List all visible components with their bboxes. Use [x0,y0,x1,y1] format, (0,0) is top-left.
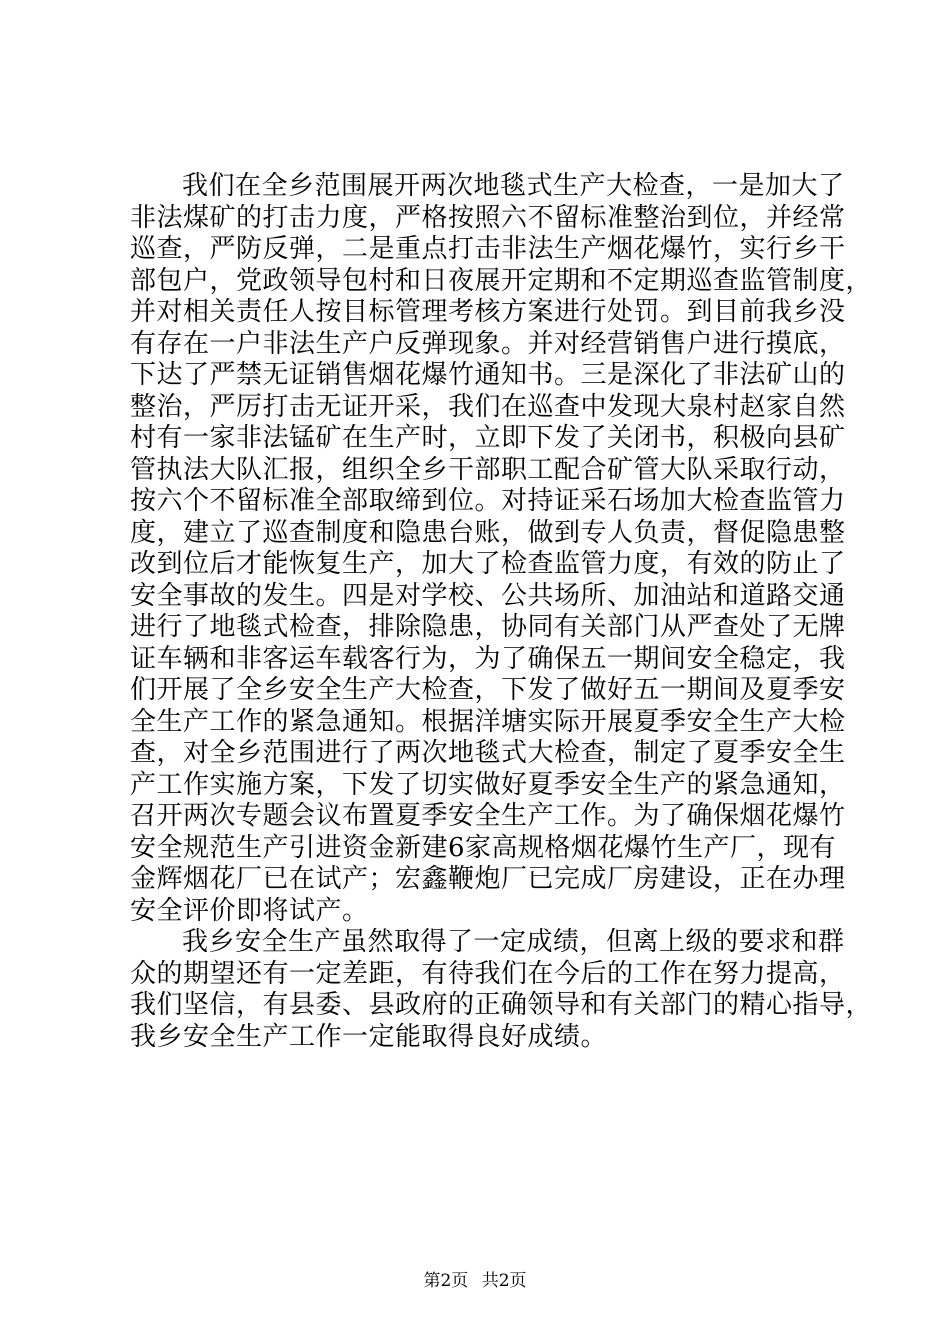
text-line: 证车辆和非客运车载客行为，为了确保五一期间安全稳定，我 [130,643,846,674]
text-line: 部包户，党政领导包村和日夜展开定期和不定期巡查监管制度， [130,265,873,296]
text-line: 安全评价即将试产。 [130,895,369,926]
page-number-current: 第2页 [423,1271,469,1291]
text-line: 金辉烟花厂已在试产；宏鑫鞭炮厂已完成厂房建设，正在办理 [130,864,846,894]
text-line: 管执法大队汇报，组织全乡干部职工配合矿管大队采取行动， [130,454,846,485]
text-line: 我乡安全生产工作一定能取得良好成绩。 [130,1021,608,1052]
text-line: 进行了地毯式检查，排除隐患，协同有关部门从严查处了无牌 [130,612,846,642]
text-line: 我们坚信，有县委、县政府的正确领导和有关部门的精心指导， [130,990,873,1020]
text-line: 巡查，严防反弹，二是重点打击非法生产烟花爆竹，实行乡干 [130,234,846,264]
text-line: 整治，严厉打击无证开采，我们在巡查中发现大泉村赵家自然 [130,391,846,422]
text-line: 改到位后才能恢复生产，加大了检查监管力度，有效的防止了 [130,549,846,579]
text-line: 们开展了全乡安全生产大检查，下发了做好五一期间及夏季安 [130,675,846,705]
text-line: 度，建立了巡查制度和隐患台账，做到专人负责，督促隐患整 [130,517,846,548]
text-line: 下达了严禁无证销售烟花爆竹通知书。三是深化了非法矿山的 [130,360,846,390]
text-line: 村有一家非法锰矿在生产时，立即下发了关闭书，积极向县矿 [130,423,846,453]
text-line: 按六个不留标准全部取缔到位。对持证采石场加大检查监管力 [130,486,846,516]
text-line: 产工作实施方案，下发了切实做好夏季安全生产的紧急通知， [130,769,846,800]
text-line: 众的期望还有一定差距，有待我们在今后的工作在努力提高， [130,958,846,989]
text-line: 全生产工作的紧急通知。根据洋塘实际开展夏季安全生产大检 [130,706,846,737]
text-line: 并对相关责任人按目标管理考核方案进行处罚。到目前我乡没 [130,297,846,327]
paragraph-2 [130,927,873,1053]
text-line: 查，对全乡范围进行了两次地毯式大检查，制定了夏季安全生 [130,738,846,768]
paragraph-1 [130,171,873,927]
text-line: 我们在全乡范围展开两次地毯式生产大检查，一是加大了 [182,171,845,201]
body-text [130,171,873,1053]
page-number-total: 共2页 [481,1271,527,1291]
page-footer [0,1270,950,1292]
text-line: 非法煤矿的打击力度，严格按照六不留标准整治到位，并经常 [130,202,846,233]
text-line: 召开两次专题会议布置夏季安全生产工作。为了确保烟花爆竹 [130,801,846,831]
text-line: 安全规范生产引进资金新建6家高规格烟花爆竹生产厂，现有 [130,832,837,863]
text-line: 我乡安全生产虽然取得了一定成绩，但离上级的要求和群 [182,927,845,957]
text-line: 安全事故的发生。四是对学校、公共场所、加油站和道路交通 [130,580,846,611]
text-line: 有存在一户非法生产户反弹现象。并对经营销售户进行摸底， [130,328,846,359]
